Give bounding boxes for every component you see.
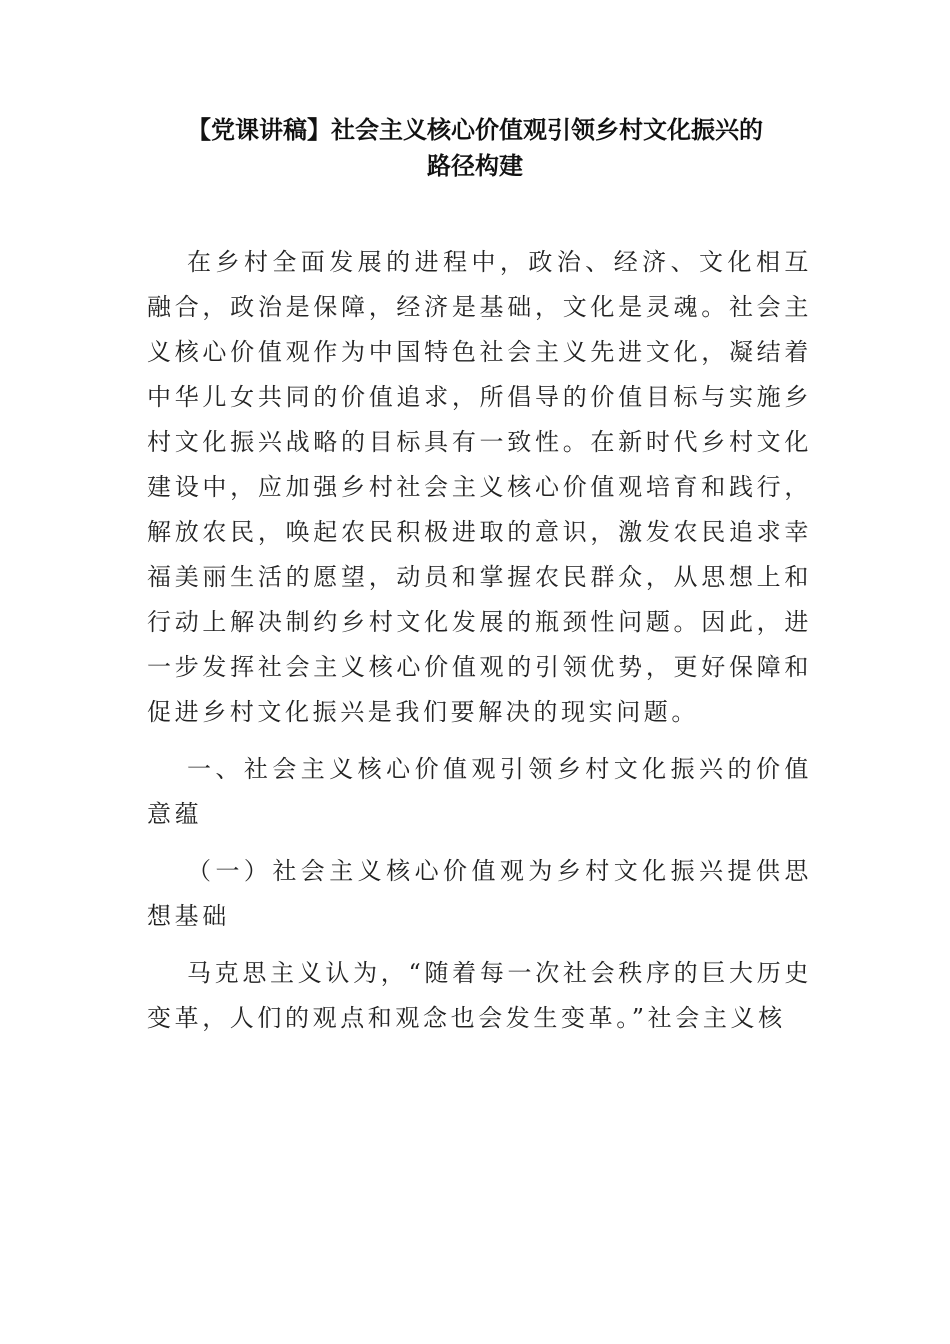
body-paragraph: 马克思主义认为，“随着每一次社会秩序的巨大历史变革，人们的观点和观念也会发生变革。”社会主义核 xyxy=(147,959,812,1032)
title-line-1: 【党课讲稿】社会主义核心价值观引领乡村文化振兴的 xyxy=(187,116,763,144)
document-title xyxy=(120,112,830,184)
subsection-heading-1: （一）社会主义核心价值观为乡村文化振兴提供思想基础 xyxy=(147,857,812,930)
section-heading-1: 一、社会主义核心价值观引领乡村文化振兴的价值意蕴 xyxy=(147,755,812,828)
intro-paragraph: 在乡村全面发展的进程中，政治、经济、文化相互融合，政治是保障，经济是基础，文化是灵魂。社会主义核心价值观作为中国特色社会主义先进文化，凝结着中华儿女共同的价值追求，所倡导的价值目标与实施乡村文化振兴战略的目标具有一致性。在新时代乡村文化建设中，应加强乡村社会主义核心价值观培育和践行，解放农民，唤起农民积极进取的意识，激发农民追求幸福美丽生活的愿望，动员和掌握农民群众，从思想上和行动上解决制约乡村文化发展的瓶颈性问题。因此，进一步发挥社会主义核心价值观的引领优势，更好保障和促进乡村文化振兴是我们要解决的现实问题。 xyxy=(147,248,812,726)
document-body xyxy=(147,240,812,1053)
title-line-2: 路径构建 xyxy=(427,152,523,180)
